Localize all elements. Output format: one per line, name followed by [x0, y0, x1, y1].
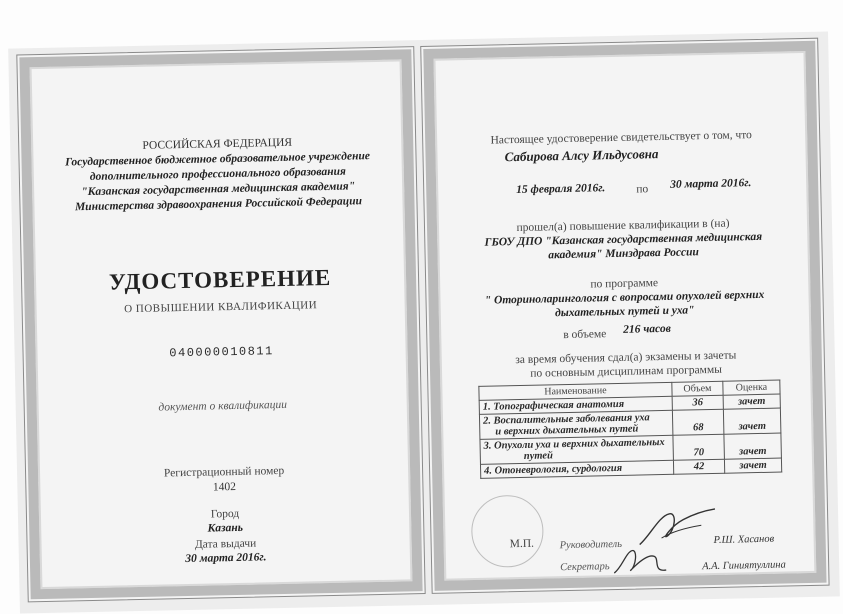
subject-name: 2. Воспалительные заболевания уха и верхних дыхательных путей [479, 410, 672, 439]
col-header-name: Наименование [479, 382, 672, 400]
registration-number: 1402 [212, 480, 237, 494]
passed-text: прошел(а) повышение квалификации в (на) [516, 217, 730, 235]
study-date-to-label: по [636, 183, 649, 196]
head-name: Р.Ш. Хасанов [713, 533, 775, 546]
city-label: Город [210, 507, 240, 521]
subject-name: 3. Опухоли уха и верхних дыхательных путей [480, 435, 673, 464]
program-label: по программе [590, 277, 659, 291]
exams-text-1: за время обучения сдал(а) экзамены и зачеты [515, 349, 737, 367]
institution-line-2: академия" Минздрава России [548, 246, 700, 262]
subject-name: 1. Топографическая анатомия [479, 396, 672, 414]
issue-date-label: Дата выдачи [194, 537, 257, 551]
subject-volume: 68 [672, 409, 724, 435]
institution-line-1: ГБОУ ДПО "Казанская государственная медицинская [484, 230, 763, 249]
col-header-volume: Объем [672, 381, 723, 396]
subject-grade: зачет [724, 458, 781, 473]
certificate-right-page [420, 38, 829, 594]
document-title: УДОСТОВЕРЕНИЕ [108, 264, 332, 295]
col-header-grade: Оценка [723, 380, 780, 395]
subjects-table [478, 380, 782, 479]
study-date-to: 30 марта 2016г. [670, 177, 752, 191]
certificate-scan [8, 31, 840, 613]
exams-text-2: по основным дисциплинам программы [530, 363, 723, 380]
certificate-number: 040000010811 [169, 344, 274, 361]
program-line-1: " Оториноларингология с вопросами опухолей верхних [484, 288, 765, 307]
subject-grade: зачет [723, 408, 781, 434]
subject-volume: 36 [672, 395, 723, 410]
volume-label: в объеме [563, 328, 607, 342]
secretary-name: А.А. Гиниятуллина [702, 559, 786, 573]
program-line-2: дыхательных путей и уха" [554, 304, 695, 320]
subject-volume: 70 [673, 434, 725, 460]
certificate-left-page [16, 46, 425, 602]
registration-label: Регистрационный номер [163, 464, 285, 480]
org-line-3: "Казанская государственная медицинская академия" [81, 180, 356, 199]
subject-grade: зачет [723, 394, 780, 409]
subject-volume: 42 [673, 459, 724, 474]
org-line-1: Государственное бюджетное образовательное учреждение [65, 150, 371, 169]
city-value: Казань [207, 521, 244, 535]
head-label: Руководитель [559, 538, 623, 552]
study-date-from: 15 февраля 2016г. [516, 182, 606, 197]
country-label: РОССИЙСКАЯ ФЕДЕРАЦИЯ [142, 136, 293, 152]
document-subtitle: О ПОВЫШЕНИИ КВАЛИФИКАЦИИ [124, 299, 318, 316]
secretary-signature [608, 544, 679, 579]
document-type: документ о квалификации [158, 398, 288, 414]
org-line-2: дополнительного профессионального образования [89, 165, 346, 183]
secretary-label: Секретарь [560, 561, 610, 574]
org-line-4: Министерства здравоохранения Российской Федерации [74, 195, 363, 214]
seal-label: М.П. [509, 537, 535, 551]
volume-hours: 216 часов [623, 322, 671, 336]
issue-date: 30 марта 2016г. [185, 551, 267, 566]
subject-name: 4. Отоневрология, сурдология [480, 460, 673, 478]
subject-grade: зачет [724, 433, 782, 459]
intro-text: Настоящее удостоверение свидетельствует о том, что [490, 129, 752, 147]
person-name: Сабирова Алсу Ильдусовна [504, 146, 659, 165]
